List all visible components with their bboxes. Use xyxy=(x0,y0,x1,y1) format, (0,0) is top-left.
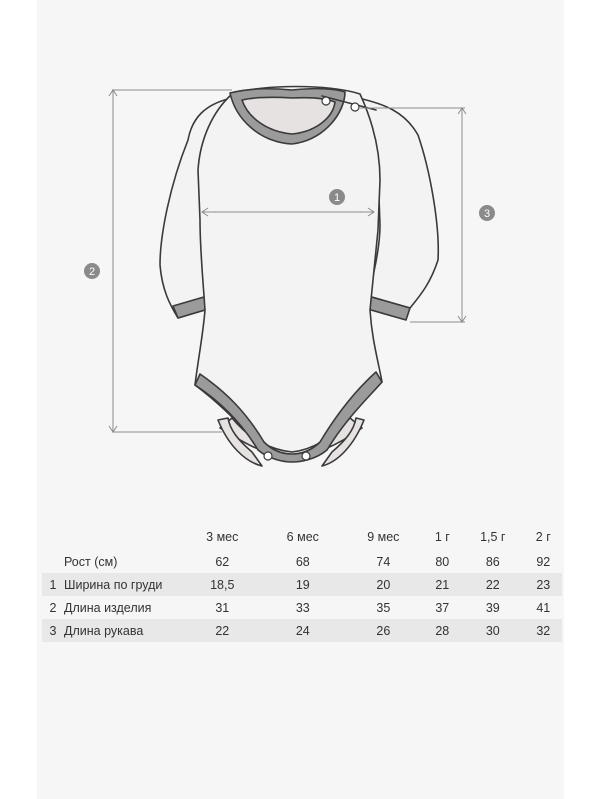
row-label: Ширина по груди xyxy=(64,573,182,596)
column-header: 1,5 г xyxy=(480,530,506,544)
column-header: 2 г xyxy=(535,530,551,544)
table-cell: 23 xyxy=(525,573,562,596)
table-cell: 68 xyxy=(295,554,310,569)
row-label: Длина рукава xyxy=(64,619,182,642)
table-cell: 41 xyxy=(536,600,551,615)
table-cell: 74 xyxy=(376,554,391,569)
row-label: Длина изделия xyxy=(64,600,152,615)
table-cell: 22 xyxy=(182,619,263,642)
table-cell: 18,5 xyxy=(182,573,263,596)
table-cell: 21 xyxy=(424,573,461,596)
row-number xyxy=(42,550,64,573)
badge-length xyxy=(84,263,100,279)
column-header: 1 г xyxy=(434,530,450,544)
table-cell: 80 xyxy=(435,554,450,569)
row-number: 2 xyxy=(49,600,57,615)
shoulder-snap-2 xyxy=(351,103,359,111)
crotch-snap-1 xyxy=(264,452,272,460)
size-table-header xyxy=(42,524,562,550)
table-cell: 26 xyxy=(343,619,424,642)
bodysuit-illustration xyxy=(160,87,438,467)
row-label: Рост (см) xyxy=(64,554,118,569)
table-row-sleeve xyxy=(42,619,562,642)
badge-sleeve-label: 3 xyxy=(483,208,491,220)
column-header: 9 мес xyxy=(367,530,400,544)
table-cell: 37 xyxy=(435,600,450,615)
shoulder-snap-1 xyxy=(322,97,330,105)
row-number: 1 xyxy=(42,573,64,596)
row-number: 3 xyxy=(42,619,64,642)
table-cell: 39 xyxy=(485,600,500,615)
column-header: 6 мес xyxy=(286,530,319,544)
size-table xyxy=(42,524,562,642)
table-cell: 92 xyxy=(536,554,551,569)
table-cell: 35 xyxy=(376,600,391,615)
crotch-snap-2 xyxy=(302,452,310,460)
badge-sleeve xyxy=(479,205,495,221)
column-header: 3 мес xyxy=(206,530,239,544)
table-cell: 19 xyxy=(263,573,344,596)
badge-length-label: 2 xyxy=(88,266,96,278)
table-cell: 32 xyxy=(525,619,562,642)
table-cell: 24 xyxy=(263,619,344,642)
table-cell: 30 xyxy=(461,619,525,642)
table-cell: 33 xyxy=(295,600,310,615)
table-row-height xyxy=(42,550,562,573)
badge-chest-label: 1 xyxy=(333,192,341,204)
table-row-chest-width xyxy=(42,573,562,596)
table-cell: 62 xyxy=(215,554,230,569)
table-cell: 31 xyxy=(215,600,230,615)
table-cell: 20 xyxy=(343,573,424,596)
table-cell: 22 xyxy=(461,573,525,596)
badge-chest xyxy=(329,189,345,205)
table-cell: 28 xyxy=(424,619,461,642)
table-cell: 86 xyxy=(485,554,500,569)
table-row-length xyxy=(42,596,562,619)
